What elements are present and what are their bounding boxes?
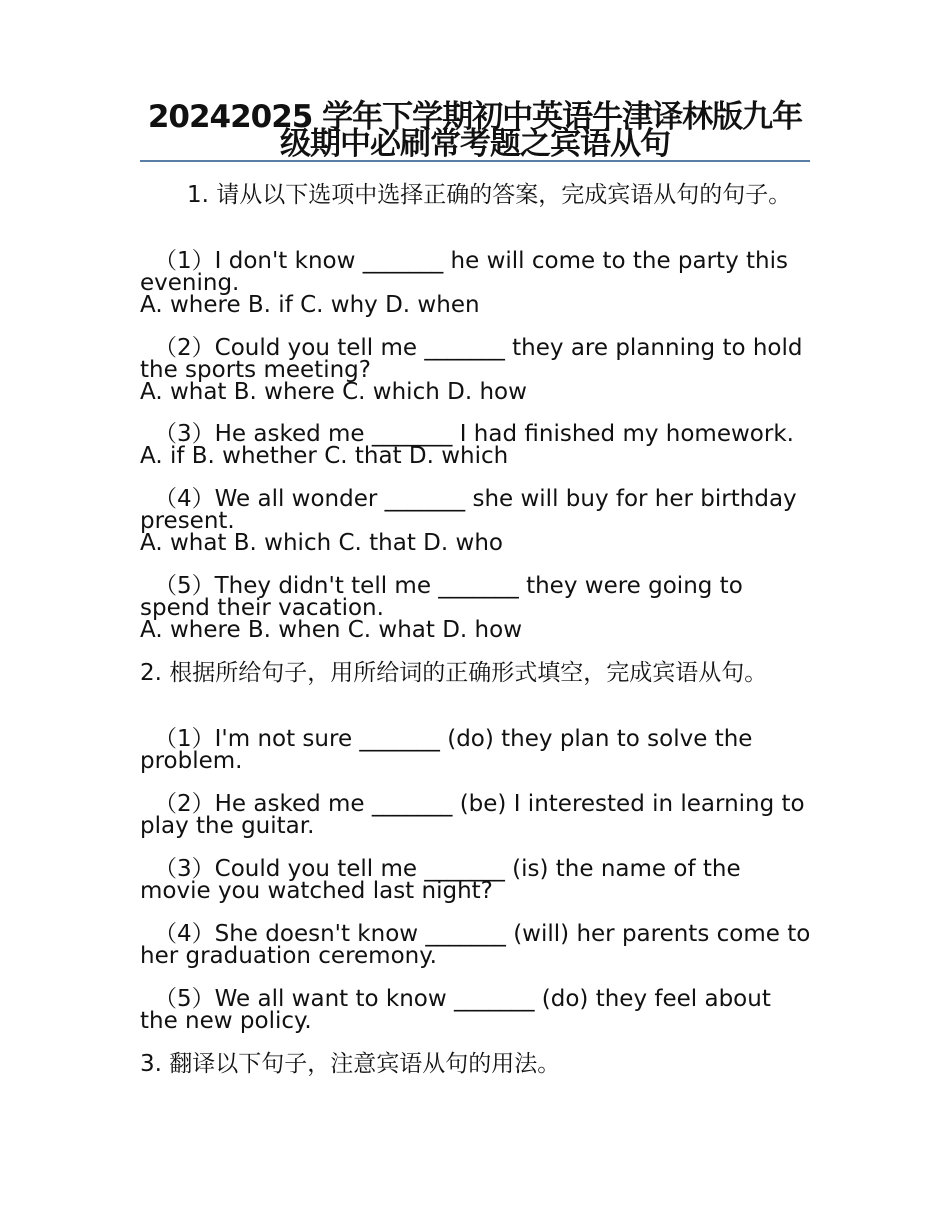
question-2-2: （2）He asked me _______ (be) I interested in learning to play the guitar.: [140, 791, 805, 839]
question-2-5: （5）We all want to know _______ (do) they feel about the new policy.: [140, 986, 771, 1034]
page-title: 20242025 学年下学期初中英语牛津译林版九年级期中必刷常考题之宾语从句: [147, 99, 803, 162]
question-options: A. where B. if C. why D. when: [140, 292, 480, 318]
question-2-1: （1）I'm not sure _______ (do) they plan to solve the problem.: [140, 726, 753, 774]
question-1-1: [140, 250, 812, 316]
question-2-3: （3）Could you tell me _______ (is) the name of the movie you watched last night?: [140, 856, 741, 904]
title-underline: [140, 160, 810, 162]
question-1-3: [140, 423, 812, 467]
question-text: （2）Could you tell me _______ they are planning to hold the sports meeting?: [140, 335, 803, 383]
question-2-4: （4）She doesn't know _______ (will) her parents come to her graduation ceremony.: [140, 921, 811, 969]
section-2-heading: 2. 根据所给句子，用所给词的正确形式填空，完成宾语从句。: [140, 660, 768, 686]
question-1-4: [140, 488, 812, 554]
question-options: A. what B. which C. that D. who: [140, 530, 503, 556]
question-text: （5）They didn't tell me _______ they were going to spend their vacation.: [140, 573, 743, 621]
section-3-heading: 3. 翻译以下句子，注意宾语从句的用法。: [140, 1051, 561, 1077]
question-options: A. where B. when C. what D. how: [140, 617, 523, 643]
question-options: A. what B. where C. which D. how: [140, 379, 527, 405]
question-1-2: [140, 337, 812, 403]
question-text: （1）I don't know _______ he will come to the party this evening.: [140, 248, 788, 296]
question-text: （4）We all wonder _______ she will buy for her birthday present.: [140, 486, 797, 534]
question-1-5: [140, 575, 812, 641]
section-1-heading: 1. 请从以下选项中选择正确的答案，完成宾语从句的句子。: [187, 182, 792, 208]
question-options: A. if B. whether C. that D. which: [140, 443, 509, 469]
question-text: （3）He asked me _______ I had finished my homework.: [154, 421, 794, 447]
